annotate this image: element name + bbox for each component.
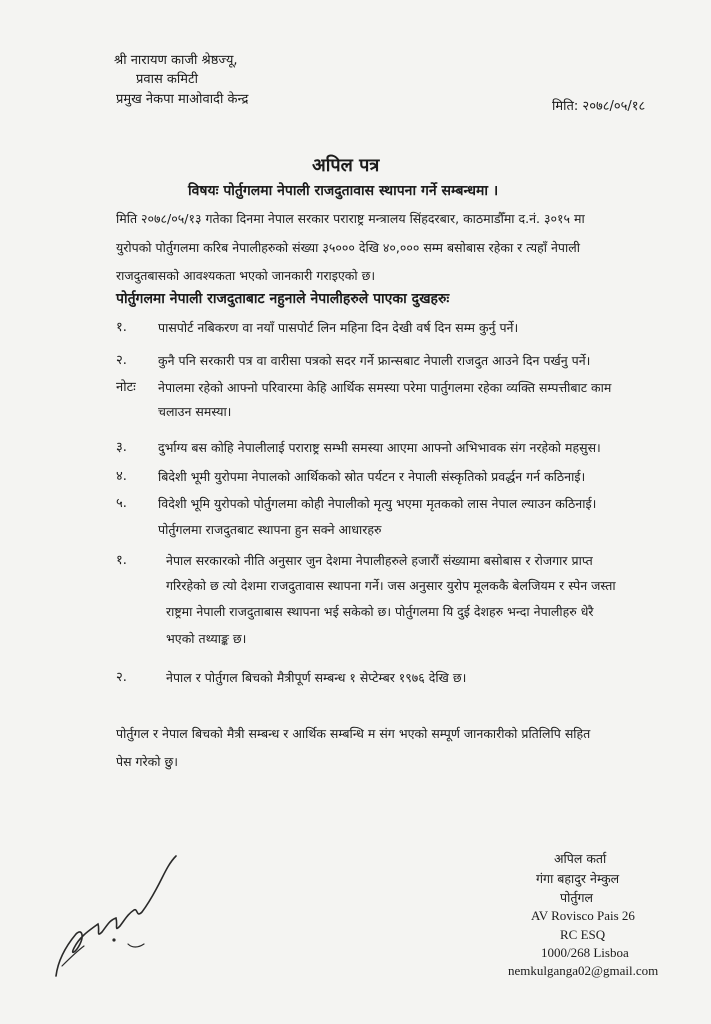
- problem-text: बिदेशी भूमी युरोपमा नेपालको आर्थिकको स्रोत पर्यटन र नेपाली संस्कृतिको प्रवर्द्धन गर्न कठिनाई।: [158, 469, 586, 484]
- letter-date: मिति: २०७८/०५/१८: [552, 99, 646, 114]
- closing-line-2: पेस गरेको छु।: [116, 754, 178, 769]
- ground-number: १.: [116, 553, 127, 568]
- recipient-name: श्री नारायण काजी श्रेष्ठज्यू,: [114, 53, 238, 68]
- problem-number: ५.: [116, 496, 127, 511]
- problem-text: विदेशी भूमि युरोपको पोर्तुगलमा कोही नेपालीको मृत्यु भएमा मृतकको लास नेपाल ल्याउन कठिनाई।: [158, 496, 597, 511]
- sender-name: गंगा बहादुर नेम्कुल: [536, 871, 620, 886]
- problem-number: २.: [116, 353, 127, 368]
- handwritten-signature: [40, 848, 190, 988]
- note-text: चलाउन समस्या।: [158, 404, 232, 419]
- sender-country: पोर्तुगल: [560, 890, 593, 905]
- problem-number: ४.: [116, 469, 127, 484]
- intro-line-1: मिति २०७८/०५/१३ गतेका दिनमा नेपाल सरकार पराराष्ट्र मन्त्रालय सिंहदरबार, काठमाडौँमा द.नं. ३०१५ मा: [116, 211, 585, 226]
- problems-heading: पोर्तुगलमा नेपाली राजदुताबाट नहुनाले नेपालीहरुले पाएका दुखहरुः: [116, 291, 450, 307]
- letter-subject: विषयः पोर्तुगलमा नेपाली राजदुतावास स्थापना गर्ने सम्बन्धमा ।: [188, 183, 499, 199]
- problem-text: कुनै पनि सरकारी पत्र वा वारीसा पत्रको सदर गर्ने फ्रान्सबाट नेपाली राजदुत आउने दिन पर्खनु पर्ने।: [158, 353, 591, 368]
- letter-title: अपिल पत्र: [312, 155, 380, 176]
- ground-text: भएको तथ्याङ्क छ।: [166, 631, 247, 646]
- sender-street: AV Rovisco Pais 26: [531, 908, 635, 923]
- problem-number: १.: [116, 320, 127, 335]
- ground-text: राष्ट्रमा नेपाली राजदुताबास स्थापना भई सकेको छ। पोर्तुगलमा यि दुई देशहरु भन्दा नेपालीहरु धेरै: [166, 604, 594, 619]
- note-label: नोटः: [116, 380, 136, 395]
- problem-text: दुर्भाग्य बस कोहि नेपालीलाई पराराष्ट्र सम्भी समस्या आएमा आफ्नो अभिभावक संग नरहेको महसुस।: [158, 440, 601, 455]
- ground-number: २.: [116, 670, 127, 685]
- sender-email: nemkulganga02@gmail.com: [508, 963, 659, 978]
- recipient-role: प्रवास कमिटी: [136, 72, 198, 87]
- ground-text: गरिरहेको छ त्यो देशमा राजदुतावास स्थापना गर्ने। जस अनुसार युरोप मूलककै बेलजियम र स्पेन जस्ता: [166, 578, 616, 593]
- ground-text: नेपाल र पोर्तुगल बिचको मैत्रीपूर्ण सम्बन्ध १ सेप्टेम्बर १९७६ देखि छ।: [166, 670, 467, 685]
- sender-label: अपिल कर्ता: [554, 851, 607, 866]
- intro-line-3: राजदुतबासको आवश्यकता भएको जानकारी गराइएको छ।: [116, 268, 376, 283]
- sender-postcode: 1000/268 Lisboa: [541, 945, 629, 960]
- grounds-heading: पोर्तुगलमा राजदुतबाट स्थापना हुन सक्ने आधारहरु: [158, 522, 382, 537]
- recipient-office: प्रमुख नेकपा माओवादी केन्द्र: [116, 92, 249, 107]
- closing-line-1: पोर्तुगल र नेपाल बिचको मैत्री सम्बन्ध र आर्थिक सम्बन्धि म संग भएको सम्पूर्ण जानकारीको प्रतिलिपि सहित: [116, 726, 591, 741]
- sender-unit: RC ESQ: [560, 927, 606, 942]
- problem-number: ३.: [116, 440, 127, 455]
- intro-line-2: युरोपको पोर्तुगलमा करिब नेपालीहरुको संख्या ३५००० देखि ४०,००० सम्म बसोबास रहेका र त्यहाँ नेपाली: [116, 240, 580, 255]
- problem-text: पासपोर्ट नबिकरण वा नयाँ पासपोर्ट लिन महिना दिन देखी वर्ष दिन सम्म कुर्नु पर्ने।: [158, 320, 519, 335]
- note-text: नेपालमा रहेको आफ्नो परिवारमा केहि आर्थिक समस्या परेमा पार्तुगलमा रहेका व्यक्ति सम्पत्तीबाट काम: [158, 380, 612, 395]
- ground-text: नेपाल सरकारको नीति अनुसार जुन देशमा नेपालीहरुले हजारौं संख्यामा बसोबास र रोजगार प्राप्त: [166, 553, 593, 568]
